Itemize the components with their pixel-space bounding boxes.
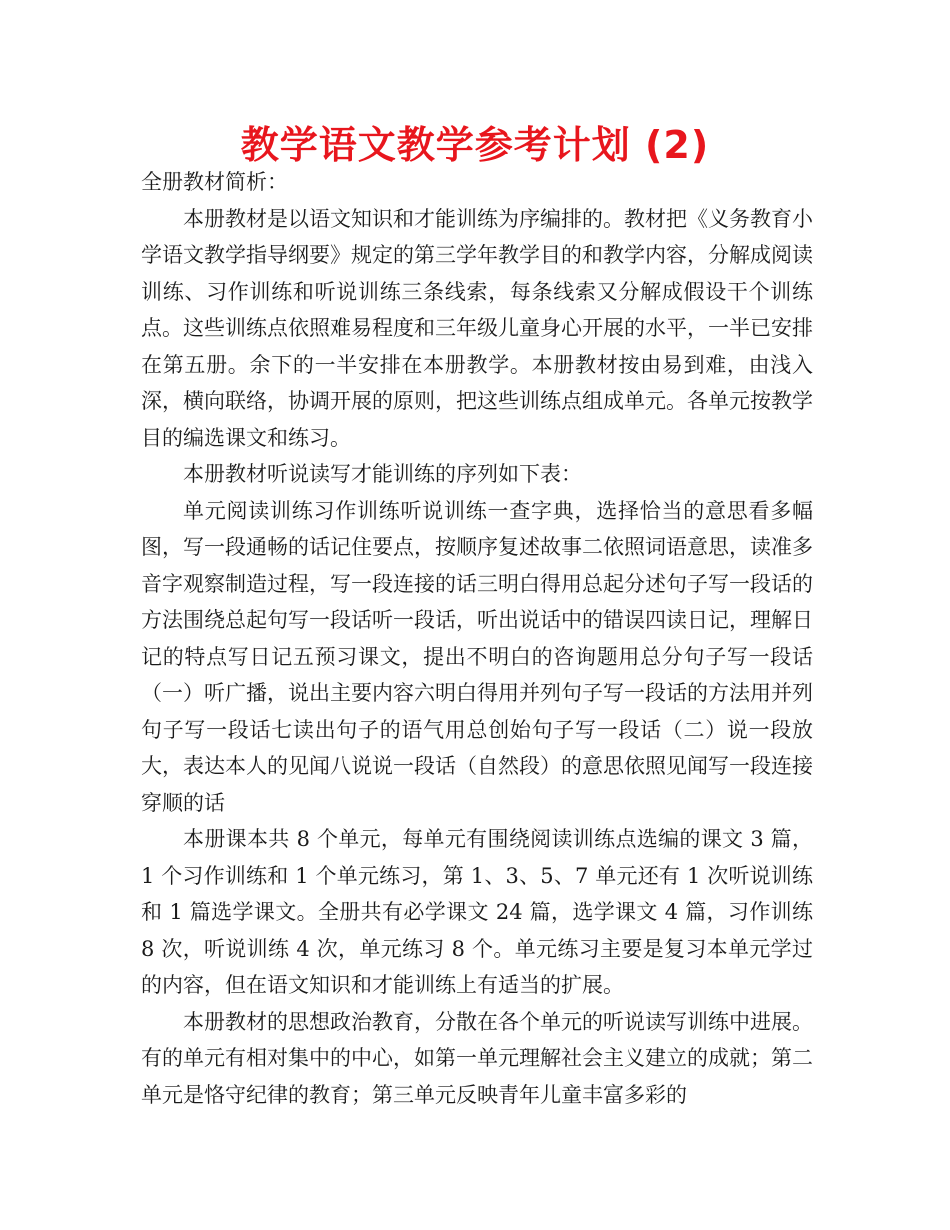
paragraph-political-education: 本册教材的思想政治教育，分散在各个单元的听说读写训练中进展。有的单元有相对集中的中心，如第一单元理解社会主义建立的成就；第二单元是恪守纪律的教育；第三单元反映青年儿童丰富多彩的 <box>141 1009 813 1107</box>
paragraph-table-intro: 本册教材听说读写才能训练的序列如下表： <box>183 462 582 486</box>
document-body <box>141 164 813 1113</box>
paragraph-training-sequence: 单元阅读训练习作训练听说训练一查字典，选择恰当的意思看多幅图，写一段通畅的话记住要点，按顺序复述故事二依照词语意思，读准多音字观察制造过程，写一段连接的话三明白得用总起分述句子写一段话的方法围绕总起句写一段话听一段话，听出说话中的错误四读日记，理解日记的特点写日记五预习课文，提出不明白的咨询题用总分句子写一段话（一）听广播，说出主要内容六明白得用并列句子写一段话的方法用并列句子写一段话七读出句子的语气用总创始句子写一段话（二）说一段放大，表达本人的见闻八说说一段话（自然段）的意思依照见闻写一段连接穿顺的话 <box>141 498 813 815</box>
paragraph-intro: 本册教材是以语文知识和才能训练为序编排的。教材把《义务教育小学语文教学指导纲要》规定的第三学年教学目的和教学内容，分解成阅读训练、习作训练和听说训练三条线索，每条线索又分解成假设干个训练点。这些训练点依照难易程度和三年级儿童身心开展的水平，一半已安排在第五册。余下的一半安排在本册教学。本册教材按由易到难，由浅入深，横向联络，协调开展的原则，把这些训练点组成单元。各单元按教学目的编选课文和练习。 <box>141 206 813 450</box>
document-title: 教学语文教学参考计划 (2) <box>240 123 710 167</box>
section-heading: 全册教材简析： <box>141 170 288 194</box>
paragraph-unit-summary: 本册课本共 8 个单元，每单元有围绕阅读训练点选编的课文 3 篇，1 个习作训练和 1 个单元练习，第 1、3、5、7 单元还有 1 次听说训练和 1 篇选学课文。全册共有必学课文 24 篇，选学课文 4 篇，习作训练 8 次，听说训练 4 次，单元练习 8 个。单元练习主要是复习本单元学过的内容，但在语文知识和才能训练上有适当的扩展。 <box>141 827 813 997</box>
